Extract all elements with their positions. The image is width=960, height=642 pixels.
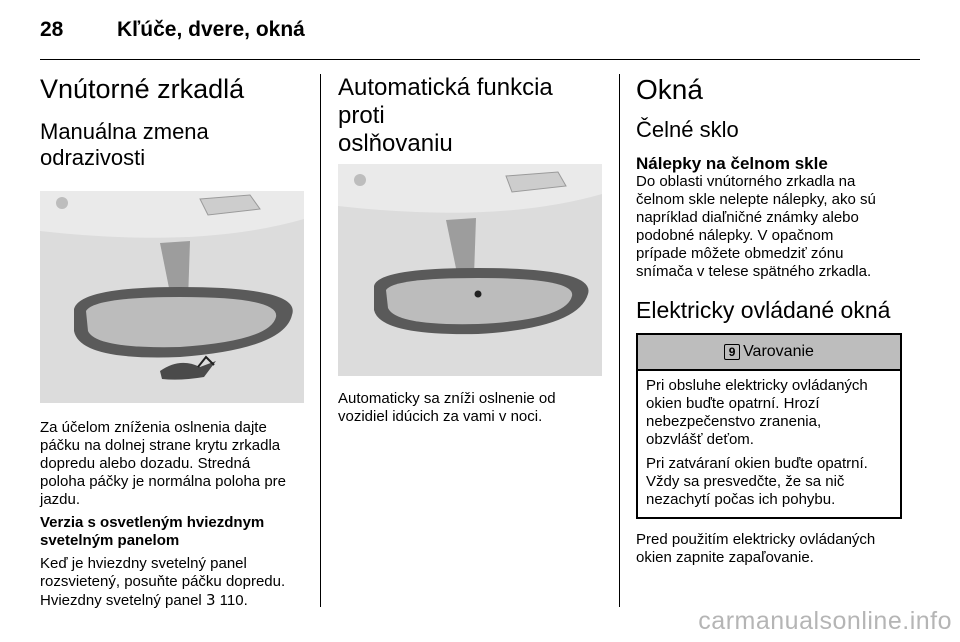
- warning-paragraph-2: Pri zatváraní okien buďte opatrní. Vždy sa presvedčte, že sa nič nezachytí počas ich pohybu.: [646, 455, 868, 508]
- chapter-title: Kľúče, dvere, okná: [117, 18, 305, 41]
- warning-box: [636, 333, 902, 519]
- section-title-power-windows: Elektricky ovládané okná: [636, 297, 891, 323]
- subtitle-windscreen: Čelné sklo: [636, 117, 739, 142]
- page-reference-arrow-icon: 3: [205, 591, 216, 609]
- page-header: [40, 18, 920, 58]
- auto-dimming-text: Automaticky sa zníži oslnenie od vozidiel idúcich za vami v noci.: [338, 390, 556, 425]
- page-number: 28: [40, 18, 64, 41]
- star-panel-text: Keď je hviezdny svetelný panel rozsvietený, posuňte páčku dopredu. Hviezdny svetelný panel 3 110.: [40, 555, 286, 609]
- power-windows-text: Pred použitím elektricky ovládaných okien zapnite zapaľovanie.: [636, 531, 876, 566]
- column-divider-1: [320, 74, 321, 607]
- heading-windscreen-stickers: Nálepky na čelnom skle: [636, 154, 828, 173]
- star-panel-version-heading: Verzia s osvetleným hviezdnym svetelným panelom: [40, 514, 265, 549]
- warning-paragraph-1: Pri obsluhe elektricky ovládaných okien buďte opatrní. Hrozí nebezpečenstvo zranenia, obzvlášť deťom.: [646, 377, 868, 448]
- rearview-mirror-auto-dimming-illustration: [338, 164, 602, 376]
- watermark: carmanualsonline.info: [698, 607, 952, 635]
- column-interior-mirrors: [40, 74, 304, 610]
- manual-dimming-text: Za účelom zníženia oslnenia dajte páčku na dolnej strane krytu zrkadla dopredu alebo dozadu. Stredná poloha páčky je normálna poloha pre jazdu.: [40, 419, 286, 508]
- warning-header: [638, 335, 900, 371]
- windscreen-stickers-text: Do oblasti vnútorného zrkadla na čelnom skle nelepte nálepky, ako sú napríklad diaľničné známky alebo podobné nálepky. V opačnom prípade môžete obmedziť zónu snímača v telese spätného zrkadla.: [636, 173, 876, 280]
- column-divider-2: [619, 74, 620, 607]
- page-reference: 110.: [215, 592, 248, 609]
- section-title-interior-mirrors: Vnútorné zrkadlá: [40, 74, 245, 104]
- warning-body: [638, 371, 900, 517]
- column-windows: [636, 74, 902, 567]
- rearview-mirror-manual-lever-illustration: [40, 191, 304, 403]
- warning-label: Varovanie: [743, 343, 814, 360]
- section-title-windows: Okná: [636, 74, 703, 105]
- header-divider: [40, 59, 920, 60]
- warning-triangle-icon: 9: [724, 344, 740, 360]
- section-title-auto-dimming: Automatická funkcia proti oslňovaniu: [338, 74, 553, 157]
- subtitle-manual-dimming: Manuálna zmena odrazivosti: [40, 119, 209, 170]
- column-auto-dimming: [338, 74, 602, 426]
